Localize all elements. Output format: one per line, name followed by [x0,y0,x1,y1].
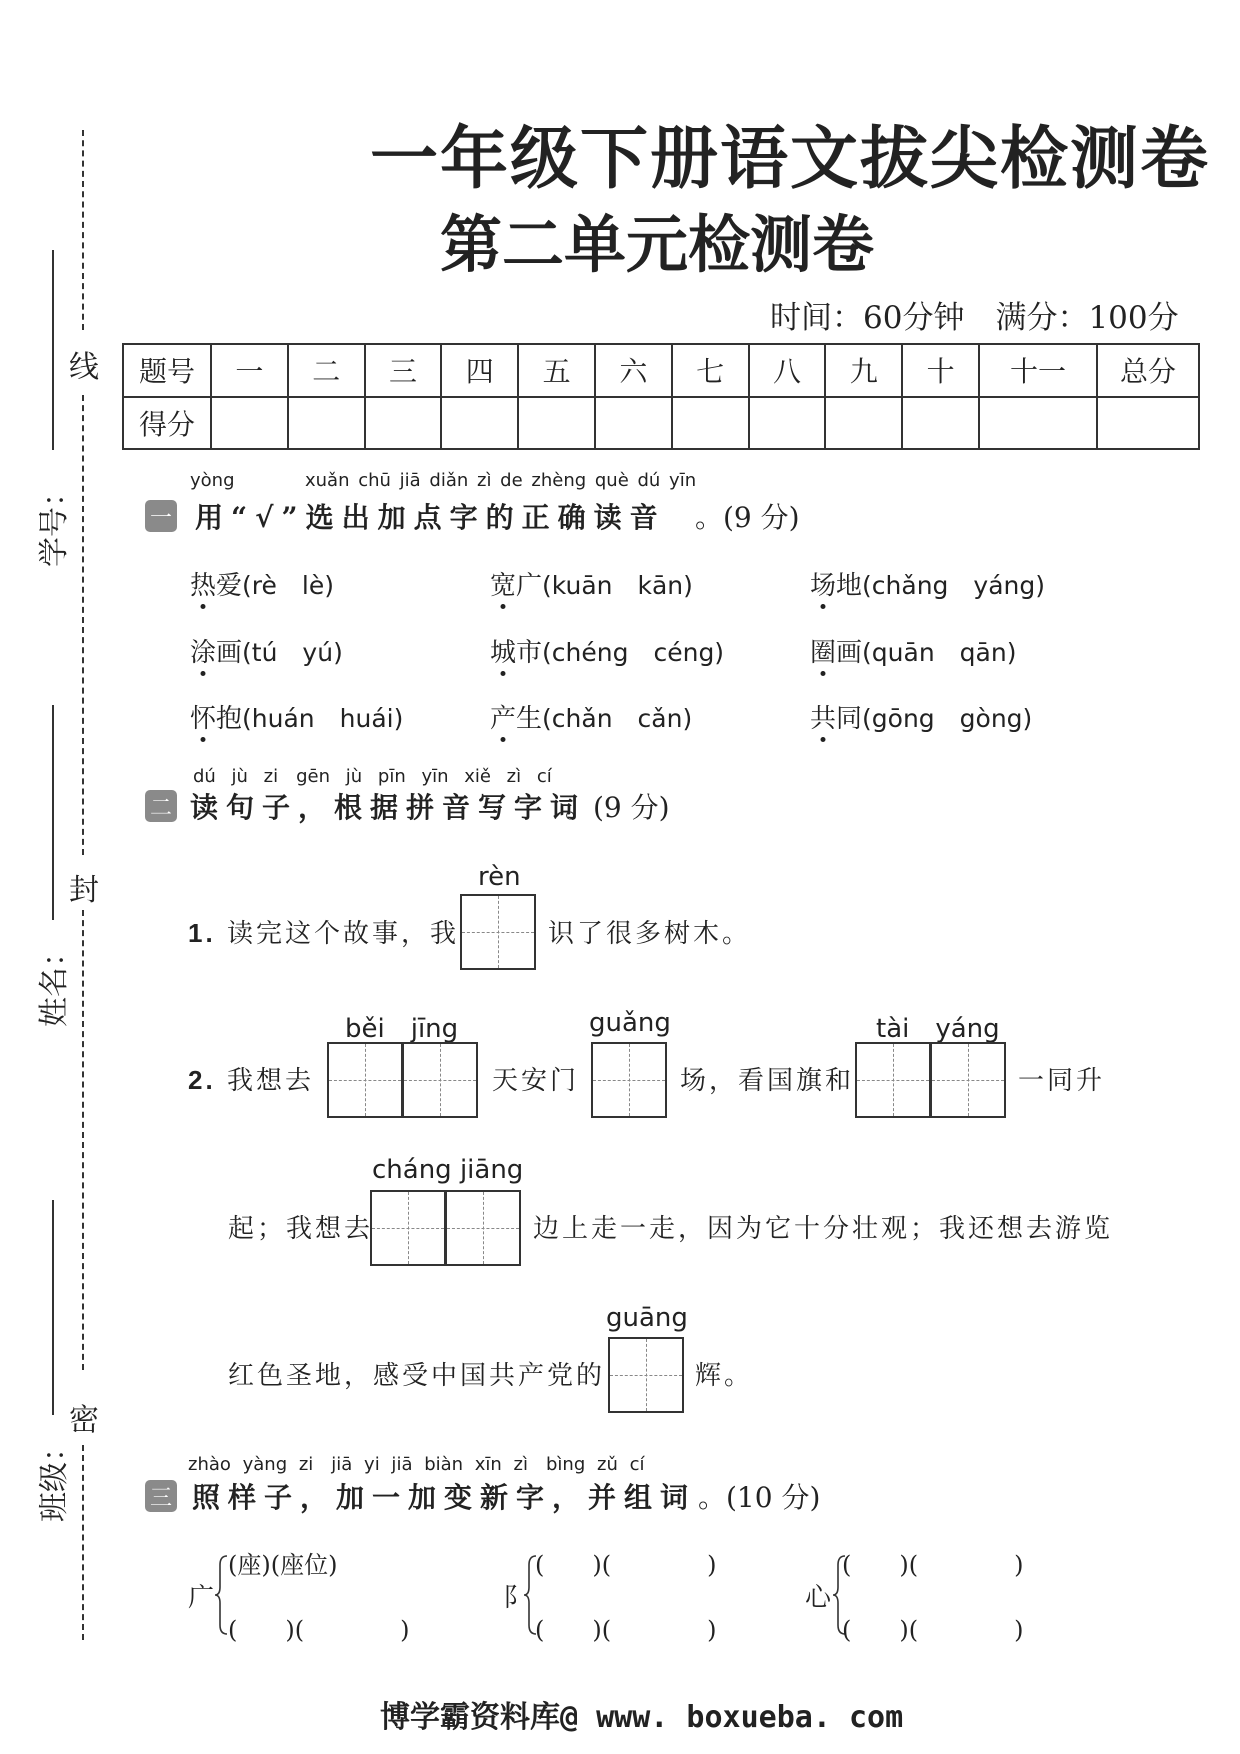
pinyin-options[interactable]: (gōng gòng) [862,704,1033,733]
section-score: 。(10 分) [698,1481,821,1514]
writing-box[interactable] [460,894,536,970]
question-text: 我想去 [226,1066,314,1096]
question-text: 场，看国旗和 [680,1066,855,1096]
writing-box[interactable] [327,1042,403,1118]
writing-box[interactable] [608,1337,684,1413]
radical-char: 阝 [503,1583,530,1613]
dotted-char: 共 [810,704,837,734]
item-char: 市 [516,638,543,668]
writing-box[interactable] [591,1042,667,1118]
score-cell[interactable] [595,397,672,450]
watermark-footer: 博学霸资料库@ www. boxueba. com [380,1700,904,1735]
box-pinyin: cháng jiāng [372,1155,524,1185]
brace-icon [214,1555,228,1635]
score-cell[interactable] [365,397,442,450]
section-pinyin: zhào yàng zi jiā yi jiā biàn xīn zì bìng zǔ cí [188,1454,645,1475]
box-pinyin: guāng [606,1303,688,1333]
margin-mark-mi: 密 [69,1403,99,1438]
item-char: 生 [516,704,543,734]
item-char: 同 [836,704,863,734]
question-text: 边上走一走，因为它十分壮观；我还想去游览 [533,1214,1114,1244]
choice-item [490,698,692,735]
question-2-text [188,1060,314,1097]
writing-box[interactable] [445,1190,521,1266]
table-cell: 六 [595,344,672,397]
question-text: 起；我想去 [228,1214,374,1244]
answer-blank[interactable]: ( )( ) [228,1616,410,1644]
table-cell: 一 [211,344,288,397]
section-badge [145,1480,177,1512]
table-cell: 三 [365,344,442,397]
table-cell: 九 [825,344,902,397]
margin-mark-feng: 封 [69,873,99,908]
question-text: 识了很多树木。 [548,919,752,949]
name-line[interactable] [52,705,54,920]
exam-subtitle: 第二单元检测卷 [440,208,875,281]
radical-char: 心 [805,1583,832,1613]
score-table [122,343,1200,450]
class-line[interactable] [52,1200,54,1415]
pinyin-options[interactable]: (kuān kān) [542,571,693,600]
answer-blank[interactable]: ( )( ) [842,1551,1024,1579]
question-number: 1. [188,918,216,948]
table-cell: 总分 [1097,344,1199,397]
dotted-char: 热 [190,571,217,601]
question-text: 辉。 [695,1361,754,1391]
choice-item [490,632,724,669]
score-cell[interactable] [518,397,595,450]
table-cell: 得分 [123,397,211,450]
choice-item [490,565,693,602]
score-cell[interactable] [749,397,826,450]
pinyin-options[interactable]: (tú yú) [242,638,343,667]
score-cell[interactable] [288,397,365,450]
score-cell[interactable] [902,397,979,450]
table-cell: 十 [902,344,979,397]
question-text: 红色圣地，感受中国共产党的 [228,1361,606,1391]
dotted-char: 怀 [190,704,217,734]
dashed-line [82,395,84,855]
time-score-info: 时间：60分钟 满分：100分 [770,300,1179,336]
writing-box[interactable] [855,1042,931,1118]
section-pinyin: xuǎn chū jiā diǎn zì de zhèng què dú yīn [305,470,697,491]
class-label: 班级： [37,1432,72,1522]
item-char: 画 [836,638,863,668]
choice-item [810,565,1045,602]
example-answer: (座)(座位) [228,1551,338,1579]
dotted-char: 城 [490,638,517,668]
section-badge-label: 二 [149,796,172,821]
radical-char: 广 [188,1583,215,1613]
section-score: 。(9 分) [565,791,670,824]
score-cell[interactable] [1097,397,1199,450]
writing-box[interactable] [370,1190,446,1266]
section-badge-label: 一 [149,506,172,531]
table-cell: 七 [672,344,749,397]
student-id-line[interactable] [52,250,54,450]
section-heading: 用“√”选出加点字的正确读音 [195,501,666,534]
box-pinyin: běi jīng [345,1014,459,1044]
question-text: 一同升 [1018,1066,1106,1096]
dashed-line [82,1445,84,1640]
score-table-score-row [123,397,1199,450]
box-pinyin: guǎng [589,1008,671,1038]
dotted-char: 圈 [810,638,837,668]
writing-box[interactable] [402,1042,478,1118]
answer-blank[interactable]: ( )( ) [535,1551,717,1579]
choice-item [190,698,403,735]
section-heading: 读句子，根据拼音写字词 [190,791,587,824]
section-heading: 照样子，加一加变新字，并组词 [192,1481,697,1514]
score-cell[interactable] [211,397,288,450]
score-table-header-row [123,344,1199,397]
table-cell: 题号 [123,344,211,397]
choice-item [190,632,343,669]
item-char: 抱 [216,704,243,734]
margin-mark-xian: 线 [69,350,99,385]
table-cell: 二 [288,344,365,397]
box-pinyin: tài yáng [876,1014,1000,1044]
dotted-char: 涂 [190,638,217,668]
question-text: 读完这个故事，我 [226,919,459,949]
item-char: 地 [836,571,863,601]
item-char: 画 [216,638,243,668]
pinyin-options[interactable]: (huán huái) [242,704,404,733]
section-badge [145,790,177,822]
question-1-text [188,913,459,950]
dotted-char: 产 [490,704,517,734]
dotted-char: 场 [810,571,837,601]
choice-item [810,632,1016,669]
student-id-label: 学号： [37,477,72,567]
pinyin-options[interactable]: (chéng céng) [542,638,725,667]
score-cell[interactable] [979,397,1097,450]
answer-blank[interactable]: ( )( ) [535,1616,717,1644]
dashed-line [82,130,84,330]
section-badge-label: 三 [149,1486,172,1511]
dashed-line [82,910,84,1370]
question-text: 天安门 [492,1066,580,1096]
table-cell: 八 [749,344,826,397]
writing-box[interactable] [930,1042,1006,1118]
table-cell: 四 [441,344,518,397]
table-cell: 五 [518,344,595,397]
item-char: 爱 [216,571,243,601]
pinyin-options[interactable]: (quān qān) [862,638,1017,667]
pinyin-options[interactable]: (rè lè) [242,571,334,600]
section-badge [145,500,177,532]
box-pinyin: rèn [478,862,521,892]
item-char: 广 [516,571,543,601]
exam-title: 一年级下册语文拔尖检测卷 [370,119,1211,199]
pinyin-options[interactable]: (chǎng yáng) [862,571,1045,600]
section-score: 。(9 分) [695,501,800,534]
pinyin-options[interactable]: (chǎn cǎn) [542,704,693,733]
section-pinyin: dú jù zi gēn jù pīn yīn xiě zì cí [193,766,552,787]
name-label: 姓名： [37,937,72,1027]
choice-item [810,698,1032,735]
score-cell[interactable] [672,397,749,450]
dotted-char: 宽 [490,571,517,601]
question-number: 2. [188,1065,216,1095]
table-cell: 十一 [979,344,1097,397]
score-cell[interactable] [441,397,518,450]
choice-item [190,565,334,602]
answer-blank[interactable]: ( )( ) [842,1616,1024,1644]
score-cell[interactable] [825,397,902,450]
section-pinyin: yòng [190,470,235,491]
